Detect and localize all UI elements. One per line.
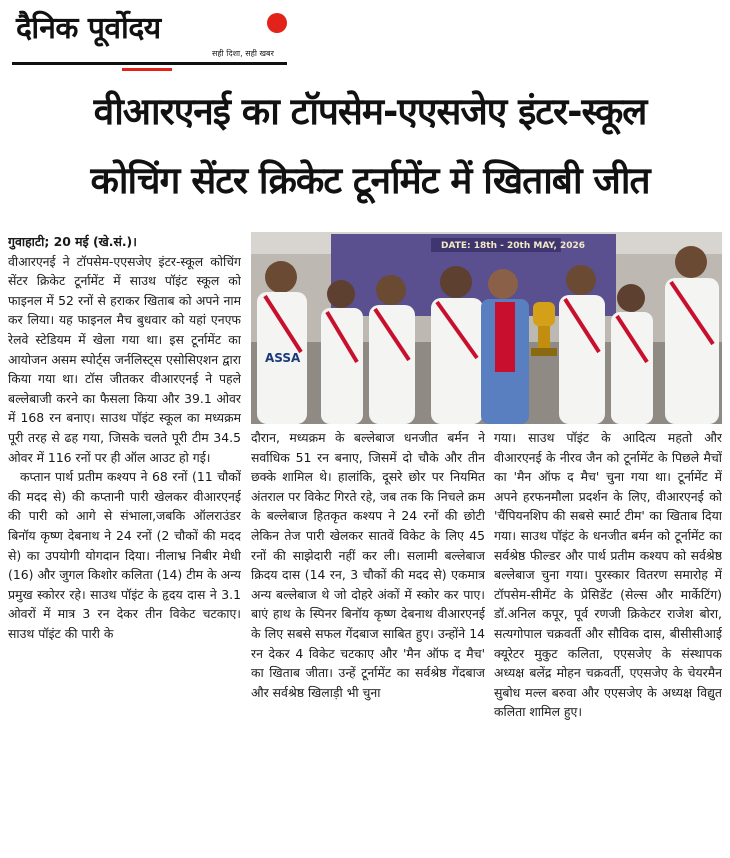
article-paragraph-3: दौरान, मध्यक्रम के बल्लेबाज धनजीत बर्मन ने सर्वाधिक 51 रन बनाए, जिसमें दो चौके और तीन छक्के शामिल थे। हालांकि, दूसरे छोर पर नियमित अंतराल पर विकेट गिरते रहे, जब तक कि निचले क्रम के बल्लेबाज हितकृत कश्यप ने 24 रनों की छोटी लेकिन तेज पारी खेलकर सातवें विकेट के लिए 45 रनों की साझेदारी नहीं कर ली। सलामी बल्लेबाज क्रिदय दास (14 रन, 3 चौकों की मदद से) एकमात्र अन्य बल्लेबाज थे जो दोहरे अंकों में स्कोर कर पाए। बाएं हाथ के स्पिनर बिनॉय कृष्ण देबनाथ वीआरएनई के लिए सबसे सफल गेंदबाज साबित हुए। उन्होंने 14 रन देकर 4 विकेट चटकाए और 'मैन ऑफ द मैच' का खिताब जीता। उन्हें टूर्नामेंट का सर्वश्रेष्ठ गेंदबाज और सर्वश्रेष्ठ खिलाड़ी भी चुना [251, 430, 485, 700]
banner-date-text: DATE: 18th - 20th MAY, 2026 [441, 241, 586, 251]
newspaper-title: दैनिक पूर्वोदय [16, 11, 161, 46]
headline-line-1: वीआरएनई का टॉपसेम-एएसजेए इंटर-स्कूल [93, 90, 647, 133]
dateline: गुवाहाटी; 20 मई (खे.सं.)। [8, 234, 137, 249]
headline-line-2: कोचिंग सेंटर क्रिकेट टूर्नामेंट में खिताबी जीत [90, 159, 650, 202]
masthead-rule [12, 62, 287, 65]
article-paragraph-1: वीआरएनई ने टॉपसेम-एएसजेए इंटर-स्कूल कोचिंग सेंटर क्रिकेट टूर्नामेंट में साउथ पॉइंट स्कूल को फाइनल में 52 रनों से हराकर खिताब को अपने नाम कर लिया। यह फाइनल मैच बुधवार को यहां एनएफ रेलवे स्टेडियम में खेला गया था। इस टूर्नामेंट का आयोजन असम स्पोर्ट्स जर्नलिस्ट्स एसोसिएशन द्वारा किया गया था। टॉस जीतकर वीआरएनई ने पहले बल्लेबाजी करने का फैसला किया और 39.1 ओवर में 168 रन बनाए। साउथ पॉइंट स्कूल का मध्यक्रम पूरी तरह से ढह गया, जिसके चलते पूरी टीम 34.5 ओवर में 116 रनों पर ही ऑल आउट हो गई। [8, 253, 241, 465]
photo-illustration [251, 232, 722, 424]
masthead [12, 4, 287, 72]
newspaper-tagline: सही दिशा, सही खबर [212, 49, 274, 58]
article-paragraph-4: गया। साउथ पॉइंट के आदित्य महतो और वीआरएनई के नीरव जैन को टूर्नामेंट के पिछले मैचों का 'मैन ऑफ द मैच' चुना गया था। टूर्नामेंट में अपने हरफनमौला प्रदर्शन के लिए, वीआरएनई को 'चैंपियनशिप की सबसे स्मार्ट टीम' का खिताब दिया गया। साउथ पॉइंट के धनजीत बर्मन को टूर्नामेंट का सर्वश्रेष्ठ फील्डर और पार्थ प्रतीम कश्यप को सर्वश्रेष्ठ बल्लेबाज चुना गया। पुरस्कार वितरण समारोह में टॉपसेम-सीमेंट के प्रेसिडेंट (सेल्स और मार्केटिंग) डॉ.अनिल कपूर, पूर्व रणजी क्रिकेटर राजेश बोरा, सत्यगोपाल चक्रवर्ती और सौविक दास, बीसीसीआई क्यूरेटर मुकुट कलिता, एएसजेए के संस्थापक अध्यक्ष बलेंद्र मोहन चक्रवर्ती, एएसजेए के चेयरमैन सुबोध मल्ल बरुवा और एएसजेए के अध्यक्ष विद्युत कलिता शामिल हुए। [494, 430, 722, 720]
article-paragraph-2: कप्तान पार्थ प्रतीम कश्यप ने 68 रनों (11 चौकों की मदद से) की कप्तानी पारी खेलकर वीआरएनई की पारी को आगे से संभाला,जबकि ऑलराउंडर बिनॉय कृष्ण देबनाथ ने 24 रनों (2 चौकों की मदद से) का उपयोगी योगदान दिया। नीलाभ्र निबीर मेधी (16) और जुगल किशोर कलिता (14) टीम के अन्य प्रमुख स्कोरर रहे। साउथ पॉइंट के हृदय दास ने 3.1 ओवरों में मात्र 3 रन देकर तीन विकेट चटकाए। साउथ पॉइंट की पारी के [8, 469, 241, 641]
article-column-3 [494, 428, 722, 854]
masthead-accent-bar [122, 68, 172, 71]
masthead-red-dot-icon [267, 13, 287, 33]
jersey-text: ASSA [265, 351, 301, 365]
article-column-2 [251, 428, 485, 854]
article-column-1 [8, 232, 241, 854]
award-ceremony-photo [251, 232, 722, 424]
